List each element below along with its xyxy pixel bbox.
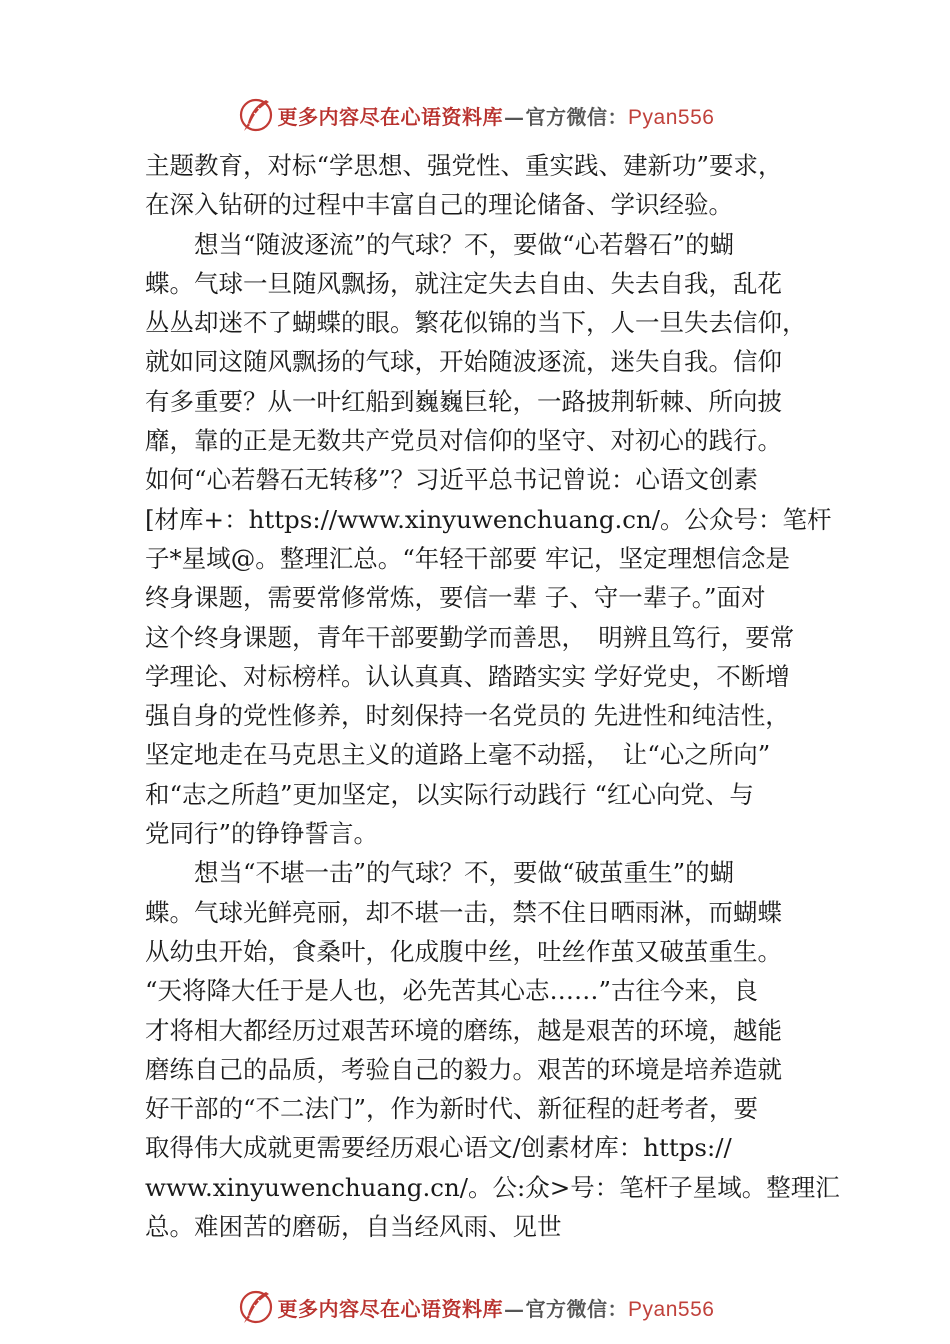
text-line: 强自身的党性修养，时刻保持一名党员的 先进性和纯洁性， bbox=[145, 701, 790, 731]
text-line: 在深入钻研的过程中丰富自己的理论储备、学识经验。 bbox=[145, 190, 733, 220]
text-line: 蝶。气球一旦随风飘扬，就注定失去自由、失去自我，乱花 bbox=[145, 268, 782, 298]
text-line: 才将相大都经历过艰苦环境的磨练，越是艰苦的环境，越能 bbox=[145, 1015, 782, 1045]
text-line: 和“志之所趋”更加坚定，以实际行动践行 “红心向党、与 bbox=[145, 779, 754, 809]
footer-slogan: 更多内容尽在心语资料库 bbox=[277, 1296, 504, 1321]
text-line: 想当“不堪一击”的气球？不，要做“破茧重生”的蝴 bbox=[145, 858, 735, 888]
quill-pen-logo-icon bbox=[236, 1287, 276, 1327]
text-line: 学理论、对标榜样。认认真真、踏踏实实 学好党史，不断增 bbox=[145, 661, 790, 691]
text-line: 坚定地走在马克思主义的道路上毫不动摇， 让“心之所向” bbox=[145, 740, 771, 770]
text-line: 磨练自己的品质，考验自己的毅力。艰苦的环境是培养造就 bbox=[145, 1054, 782, 1084]
quill-pen-logo-icon bbox=[236, 95, 276, 135]
header-wechat-id: Pyan556 bbox=[628, 105, 715, 129]
footer-wechat-id: Pyan556 bbox=[628, 1297, 715, 1321]
text-line: 终身课题，需要常修常炼，要信一辈 子、守一辈子。”面对 bbox=[145, 583, 766, 613]
text-line: 丛丛却迷不了蝴蝶的眼。繁花似锦的当下，人一旦失去信仰， bbox=[145, 308, 807, 338]
text-line: www.xinyuwenchuang.cn/。公:众>号：笔杆子星域。整理汇 bbox=[145, 1172, 840, 1202]
text-line: 从幼虫开始，食桑叶，化成腹中丝，吐丝作茧又破茧重生。 bbox=[145, 936, 782, 966]
footer-dash: — bbox=[504, 1296, 525, 1321]
text-line: 取得伟大成就更需要经历艰心语文/创素材库：https:// bbox=[145, 1133, 732, 1163]
footer-text bbox=[278, 1293, 715, 1322]
footer-wechat-label: 官方微信： bbox=[525, 1296, 629, 1321]
text-line: 如何“心若磐石无转移”？习近平总书记曾说：心语文创素 bbox=[145, 465, 759, 495]
footer-banner bbox=[0, 1285, 950, 1329]
text-line: 就如同这随风飘扬的气球，开始随波逐流，迷失自我。信仰 bbox=[145, 347, 782, 377]
header-wechat-label: 官方微信： bbox=[525, 104, 629, 129]
text-line: 党同行”的铮铮誓言。 bbox=[145, 819, 379, 849]
text-line: [材库+：https://www.xinyuwenchuang.cn/。公众号：笔杆 bbox=[145, 504, 832, 534]
header-slogan: 更多内容尽在心语资料库 bbox=[277, 104, 504, 129]
header-text bbox=[278, 101, 715, 130]
text-line: 这个终身课题，青年干部要勤学而善思， 明辨且笃行，要常 bbox=[145, 622, 795, 652]
document-body bbox=[145, 146, 845, 1246]
text-line: 主题教育，对标“学思想、强党性、重实践、建新功”要求， bbox=[145, 151, 783, 180]
text-line: 靡，靠的正是无数共产党员对信仰的坚守、对初心的践行。 bbox=[145, 426, 782, 456]
text-line: 总。难困苦的磨砺，自当经风雨、见世 bbox=[145, 1212, 562, 1242]
text-line: 想当“随波逐流”的气球？不，要做“心若磐石”的蝴 bbox=[145, 229, 735, 259]
text-line: 好干部的“不二法门”，作为新时代、新征程的赶考者，要 bbox=[145, 1094, 759, 1124]
text-line: 有多重要？从一叶红船到巍巍巨轮，一路披荆斩棘、所向披 bbox=[145, 386, 782, 416]
header-dash: — bbox=[504, 104, 525, 129]
text-line: 子*星域@。整理汇总。“年轻干部要 牢记，坚定理想信念是 bbox=[145, 543, 791, 573]
text-line: 蝶。气球光鲜亮丽，却不堪一击，禁不住日晒雨淋，而蝴蝶 bbox=[145, 897, 782, 927]
text-line: “天将降大任于是人也，必先苦其心志……”古往今来，良 bbox=[145, 976, 759, 1006]
header-banner bbox=[0, 93, 950, 137]
